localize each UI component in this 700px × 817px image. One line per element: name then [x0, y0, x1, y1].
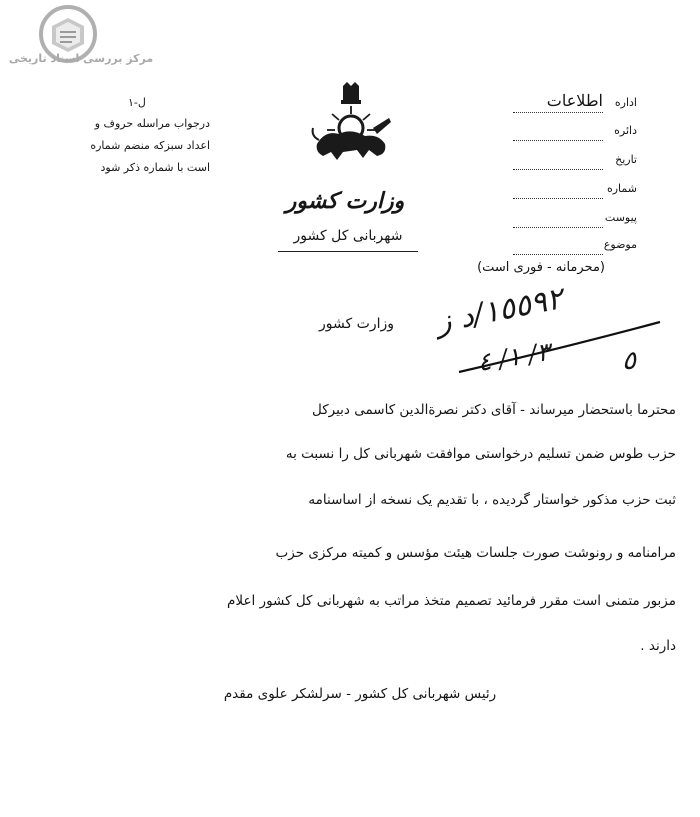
- police-department-title: شهربانی کل کشور: [293, 228, 403, 244]
- registration-number: ١٥٥٩٢/د ز: [433, 281, 566, 340]
- ministry-title: وزارت کشور: [285, 188, 405, 214]
- registration-underline: [455, 320, 665, 390]
- reference-instructions: [60, 113, 210, 179]
- field-label: دائره: [614, 124, 637, 137]
- registration-date: ٣/ ١/ ٤: [475, 336, 553, 377]
- body-line: دارند .: [640, 638, 676, 654]
- field-line: [513, 254, 603, 255]
- field-line: [513, 227, 603, 228]
- reference-code: ل-١: [128, 96, 146, 109]
- field-label: اداره: [614, 96, 637, 109]
- header-field-subject: [505, 238, 637, 258]
- field-label: موضوع: [603, 238, 637, 251]
- field-label: شماره: [606, 182, 637, 195]
- header-field-attachment: [505, 211, 637, 231]
- lion-and-sun-emblem-icon: [303, 80, 399, 166]
- body-line: ثبت حزب مذکور خواستار گردیده ، با تقدیم یک نسخه از اساسنامه: [308, 492, 676, 508]
- body-line: مرامنامه و رونوشت صورت جلسات هیئت مؤسس و کمیته مرکزی حزب: [275, 545, 676, 561]
- signature-line: رئیس شهربانی کل کشور - سرلشکر علوی مقدم: [223, 686, 497, 702]
- title-underline: [278, 251, 418, 252]
- body-line: محترما باستحضار میرساند - آقای دکتر نصرةالدین کاسمی دبیرکل: [311, 402, 676, 418]
- field-line: [513, 112, 603, 113]
- field-line: [513, 169, 603, 170]
- reference-line: است با شماره ذکر شود: [100, 161, 210, 174]
- header-field-department: [505, 91, 637, 116]
- header-field-date: [505, 153, 637, 173]
- field-value: اطلاعات: [546, 91, 603, 110]
- field-line: [513, 140, 603, 141]
- header-field-section: [505, 124, 637, 144]
- field-line: [513, 198, 603, 199]
- field-label: تاریخ: [615, 153, 637, 166]
- reference-line: اعداد سبزکه منضم شماره: [90, 139, 210, 152]
- field-label: پیوست: [604, 211, 637, 224]
- reference-line: درجواب مراسله حروف و: [94, 117, 210, 130]
- recipient-heading: وزارت کشور: [319, 316, 394, 332]
- body-line: حزب طوس ضمن تسلیم درخواستی موافقت شهربانی کل را نسبت به: [285, 446, 676, 462]
- body-line: مزبور متمنی است مقرر فرمائید تصمیم متخذ مراتب به شهربانی کل کشور اعلام: [227, 593, 676, 609]
- classification-label: (محرمانه - فوری است): [477, 260, 605, 275]
- header-field-number: [505, 182, 637, 202]
- watermark-text: مرکز بررسی اسناد تاریخی: [8, 52, 154, 65]
- registration-mark: ٥: [622, 346, 636, 376]
